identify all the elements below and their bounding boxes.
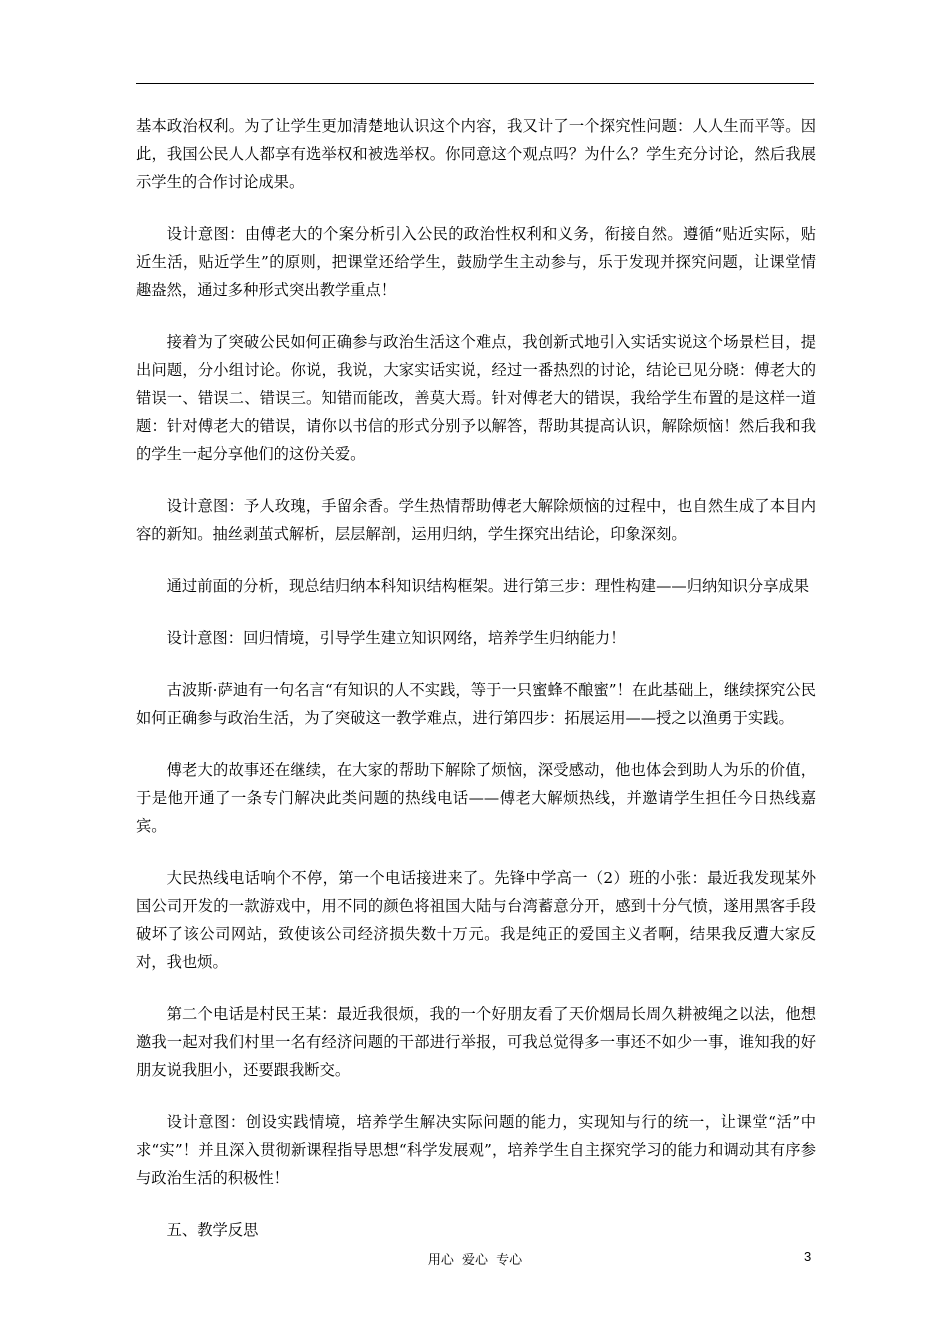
paragraph-continuation: 基本政治权利。为了让学生更加清楚地认识这个内容，我又计了一个探究性问题：人人生而平等。因此，我国公民人人都享有选举权和被选举权。你同意这个观点吗？为什么？学生充分讨论，然后我展示学生的合作讨论成果。 <box>136 117 816 191</box>
paragraph-design-intent-1: 设计意图：由傅老大的个案分析引入公民的政治性权利和义务，衔接自然。遵循“贴近实际，贴近生活，贴近学生”的原则，把课堂还给学生，鼓励学生主动参与，乐于发现并探究问题，让课堂情趣盎然，通过多种形式突出教学重点！ <box>136 225 816 299</box>
paragraph-step-three: 通过前面的分析，现总结归纳本科知识结构框架。进行第三步：理性构建——归纳知识分享成果 <box>166 577 810 595</box>
footer-motto: 用心 爱心 专心 <box>427 1253 523 1268</box>
paragraph-first-call: 大民热线电话响个不停，第一个电话接进来了。先锋中学高一（2）班的小张：最近我发现某外国公司开发的一款游戏中，用不同的颜色将祖国大陆与台湾蓄意分开，感到十分气愤，遂用黑客手段破坏了该公司网站，致使该公司经济损失数十万元。我是纯正的爱国主义者啊，结果我反遭大家反对，我也烦。 <box>136 869 816 971</box>
paragraph-design-intent-2: 设计意图：予人玫瑰，手留余香。学生热情帮助傅老大解除烦恼的过程中，也自然生成了本目内容的新知。抽丝剥茧式解析，层层解剖，运用归纳，学生探究出结论，印象深刻。 <box>136 497 816 543</box>
section-heading-reflection: 五、教学反思 <box>166 1221 259 1239</box>
header-rule <box>136 83 814 84</box>
paragraph-step-four: 古波斯·萨迪有一句名言“有知识的人不实践，等于一只蜜蜂不酿蜜”！在此基础上，继续探究公民如何正确参与政治生活，为了突破这一教学难点，进行第四步：拓展运用——授之以渔勇于实践。 <box>136 681 816 727</box>
paragraph-design-intent-4: 设计意图：创设实践情境，培养学生解决实际问题的能力，实现知与行的统一，让课堂“活”中求“实”！并且深入贯彻新课程指导思想“科学发展观”，培养学生自主探究学习的能力和调动其有序参与政治生活的积极性！ <box>136 1113 816 1187</box>
paragraph-hotline-intro: 傅老大的故事还在继续，在大家的帮助下解除了烦恼，深受感动，他也体会到助人为乐的价值，于是他开通了一条专门解决此类问题的热线电话——傅老大解烦热线，并邀请学生担任今日热线嘉宾。 <box>136 761 816 835</box>
paragraph-design-intent-3: 设计意图：回归情境，引导学生建立知识网络，培养学生归纳能力！ <box>166 629 626 647</box>
paragraph-difficulty: 接着为了突破公民如何正确参与政治生活这个难点，我创新式地引入实话实说这个场景栏目，提出问题，分小组讨论。你说，我说，大家实话实说，经过一番热烈的讨论，结论已见分晓：傅老大的错误一、错误二、错误三。知错而能改，善莫大焉。针对傅老大的错误，我给学生布置的是这样一道题：针对傅老大的错误，请你以书信的形式分别予以解答，帮助其提高认识，解除烦恼！然后我和我的学生一起分享他们的这份关爱。 <box>136 333 816 463</box>
document-body <box>136 112 816 1244</box>
page-number: 3 <box>804 1249 812 1264</box>
paragraph-second-call: 第二个电话是村民王某：最近我很烦，我的一个好朋友看了天价烟局长周久耕被绳之以法，他想邀我一起对我们村里一名有经济问题的干部进行举报，可我总觉得多一事还不如少一事，谁知我的好朋友说我胆小，还要跟我断交。 <box>136 1005 816 1079</box>
